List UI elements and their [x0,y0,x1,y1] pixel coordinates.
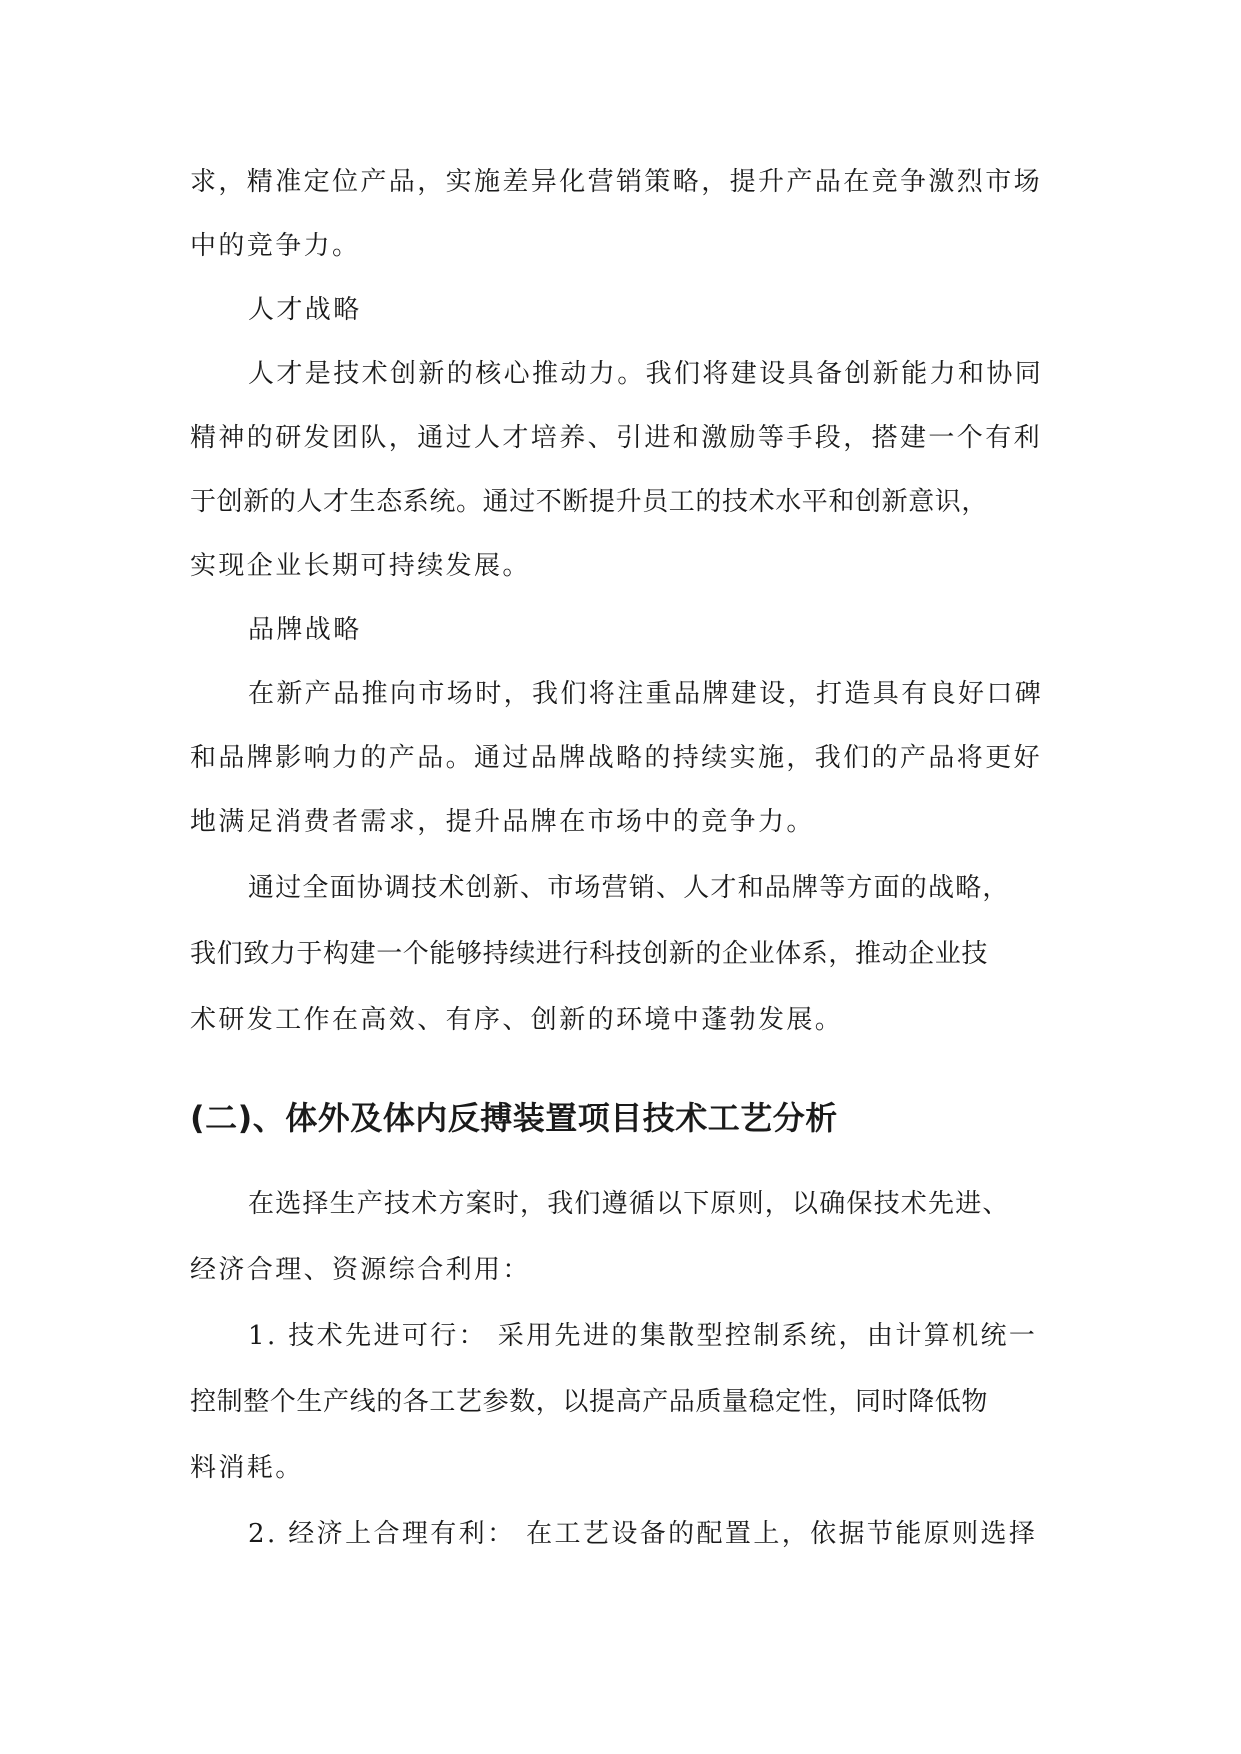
body-text-line: 求，精准定位产品，实施差异化营销策略，提升产品在竞争激烈市场 [190,167,1043,197]
body-text-line: 经济合理、资源综合利用： [190,1255,531,1285]
body-text-line: 实现企业长期可持续发展。 [190,551,531,581]
body-text-line: 术研发工作在高效、有序、创新的环境中蓬勃发展。 [190,1005,844,1035]
numbered-item-line: 1. 技术先进可行： 采用先进的集散型控制系统，由计算机统一 [248,1321,1038,1351]
body-text-line: 于创新的人才生态系统。通过不断提升员工的技术水平和创新意识， [190,487,989,517]
body-text-line: 人才是技术创新的核心推动力。我们将建设具备创新能力和协同 [248,359,1044,389]
body-text-line: 中的竞争力。 [190,231,361,261]
body-text-line: 我们致力于构建一个能够持续进行科技创新的企业体系，推动企业技 [190,939,989,969]
body-text-line: 和品牌影响力的产品。通过品牌战略的持续实施，我们的产品将更好 [190,743,1043,773]
subsection-heading-talent-strategy: 人才战略 [248,295,362,325]
body-text-line: 在新产品推向市场时，我们将注重品牌建设，打造具有良好口碑 [248,679,1044,709]
numbered-item-line: 2. 经济上合理有利： 在工艺设备的配置上，依据节能原则选择 [248,1519,1038,1549]
body-text-line: 精神的研发团队，通过人才培养、引进和激励等手段，搭建一个有利 [190,423,1043,453]
subsection-heading-brand-strategy: 品牌战略 [248,615,362,645]
body-text-line: 通过全面协调技术创新、市场营销、人才和品牌等方面的战略， [248,873,1010,903]
body-text-line: 地满足消费者需求，提升品牌在市场中的竞争力。 [190,807,815,837]
body-text-line: 料消耗。 [190,1453,304,1483]
body-text-line: 在选择生产技术方案时，我们遵循以下原则，以确保技术先进、 [248,1189,1010,1219]
section-heading: (二)、体外及体内反搏装置项目技术工艺分析 [190,1099,838,1137]
body-text-line: 控制整个生产线的各工艺参数，以提高产品质量稳定性，同时降低物 [190,1387,989,1417]
